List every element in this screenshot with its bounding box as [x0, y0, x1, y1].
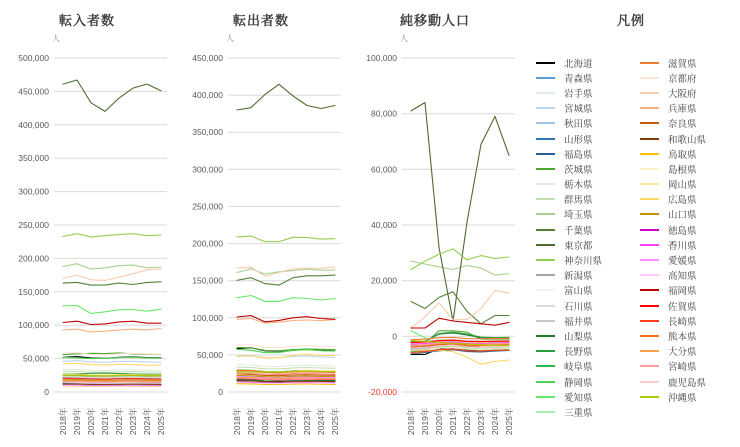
chart-title-net-migration: 純移動人口 [399, 13, 470, 28]
legend-label: 福岡県 [668, 286, 697, 298]
legend-item [536, 70, 640, 85]
series-line [63, 384, 161, 385]
x-tick-label: 2022年 [288, 407, 298, 435]
y-tick-label: 450,000 [192, 53, 223, 63]
x-tick-label: 2025年 [156, 407, 166, 435]
legend-swatch-line [640, 92, 659, 94]
legend-item [640, 344, 706, 359]
x-tick-label: 2025年 [330, 407, 340, 435]
legend-label: 鹿児島県 [668, 377, 707, 389]
legend-column-2 [640, 55, 706, 420]
legend-swatch-line [640, 259, 659, 261]
legend-swatch-line [536, 305, 555, 307]
x-tick-label: 2019年 [420, 407, 430, 435]
legend-item [640, 389, 706, 404]
legend-item [536, 389, 640, 404]
series-line [63, 369, 161, 370]
legend-item [640, 328, 706, 343]
legend-item [640, 237, 706, 252]
y-tick-label: 80,000 [371, 108, 397, 119]
legend-label: 愛媛県 [668, 256, 697, 268]
legend-label: 鳥取県 [668, 149, 697, 161]
legend-item [536, 404, 640, 419]
legend-label: 茨城県 [564, 164, 593, 176]
net-migration-line-chart [348, 46, 522, 446]
y-tick-label: 200,000 [192, 238, 223, 249]
x-tick-label: 2024年 [142, 407, 152, 435]
legend-label: 大分県 [668, 347, 697, 359]
y-tick-label: 400,000 [192, 90, 223, 101]
legend-label: 岐阜県 [564, 362, 593, 374]
legend-swatch-line [536, 153, 555, 155]
series-line [237, 236, 335, 242]
legend-swatch-line [536, 107, 555, 109]
legend-label: 埼玉県 [564, 210, 593, 222]
x-tick-label: 2021年 [100, 407, 110, 435]
series-line [237, 367, 335, 369]
series-line [237, 296, 335, 302]
series-line [63, 321, 161, 324]
legend-label: 宮崎県 [668, 362, 697, 374]
legend-item [640, 222, 706, 237]
legend-swatch-line [640, 153, 659, 155]
legend-item [536, 359, 640, 374]
legend-label: 富山県 [564, 286, 593, 298]
series-line [63, 361, 161, 363]
legend-item [536, 161, 640, 176]
legend-swatch-line [536, 62, 555, 64]
y-tick-label: 250,000 [18, 220, 49, 230]
y-tick-label: 150,000 [18, 286, 49, 297]
x-tick-label: 2021年 [448, 407, 458, 435]
y-axis-unit-label: 人 [52, 34, 60, 43]
legend-item [536, 192, 640, 207]
series-line [237, 275, 335, 285]
legend-label: 沖縄県 [668, 392, 697, 404]
legend-swatch-line [640, 168, 659, 170]
legend-swatch-line [640, 183, 659, 185]
legend-swatch-line [640, 320, 659, 322]
legend-label: 福島県 [564, 149, 593, 161]
x-tick-label: 2025年 [504, 407, 514, 435]
legend-item [536, 344, 640, 359]
x-tick-label: 2019年 [246, 407, 256, 435]
legend-swatch-line [640, 244, 659, 246]
legend-swatch-line [640, 335, 659, 337]
x-tick-label: 2022年 [114, 407, 124, 435]
legend-swatch-line [536, 198, 555, 200]
legend-item [640, 70, 706, 85]
legend-item [640, 207, 706, 222]
legend-item [640, 146, 706, 161]
chart-title-out-migrants: 転出者数 [232, 13, 289, 28]
series-line [63, 363, 161, 365]
legend-item [640, 298, 706, 313]
legend-label: 兵庫県 [668, 104, 697, 116]
legend-item [536, 237, 640, 252]
series-line [63, 377, 161, 378]
y-axis-unit-label: 人 [400, 34, 408, 43]
legend-label: 北海道 [564, 58, 593, 70]
legend-swatch-line [536, 244, 555, 246]
legend-item [536, 222, 640, 237]
out-migrants-line-chart [174, 46, 348, 446]
x-tick-label: 2022年 [462, 407, 472, 435]
y-tick-label: 350,000 [18, 153, 49, 164]
x-tick-label: 2024年 [490, 407, 500, 435]
y-tick-label: 20,000 [371, 275, 397, 286]
y-tick-label: 300,000 [18, 186, 49, 197]
x-tick-label: 2023年 [128, 407, 138, 435]
series-line [411, 292, 509, 324]
y-tick-label: 0 [218, 387, 223, 397]
x-tick-label: 2018年 [58, 407, 68, 435]
legend-label: 福井県 [564, 316, 593, 328]
legend-label: 和歌山県 [668, 134, 707, 146]
series-line [237, 269, 335, 274]
legend-label: 宮城県 [564, 104, 593, 116]
legend-item [536, 146, 640, 161]
y-tick-label: 0 [392, 331, 397, 342]
legend-label: 石川県 [564, 301, 593, 313]
legend-item [640, 192, 706, 207]
legend-swatch-line [536, 122, 555, 124]
x-tick-label: 2021年 [274, 407, 284, 435]
legend-swatch-line [640, 107, 659, 109]
legend-item [536, 313, 640, 328]
legend-swatch-line [536, 229, 555, 231]
y-tick-label: 60,000 [371, 164, 397, 175]
y-tick-label: 50,000 [23, 353, 49, 364]
series-line [63, 264, 161, 269]
series-line [63, 269, 161, 280]
legend-label: 山形県 [564, 134, 593, 146]
legend [522, 0, 740, 447]
legend-item [536, 85, 640, 100]
legend-label: 島根県 [668, 164, 697, 176]
y-tick-label: 250,000 [192, 201, 223, 212]
series-line [63, 306, 161, 314]
legend-swatch-line [640, 289, 659, 291]
legend-item [640, 161, 706, 176]
y-tick-label: -20,000 [368, 387, 397, 397]
legend-swatch-line [536, 138, 555, 140]
legend-item [640, 101, 706, 116]
legend-swatch-line [640, 138, 659, 140]
legend-item [640, 85, 706, 100]
legend-swatch-line [640, 381, 659, 383]
series-line [63, 234, 161, 237]
legend-label: 高知県 [668, 271, 697, 283]
y-tick-label: 50,000 [197, 349, 223, 360]
chart-in-migrants-panel [0, 0, 174, 447]
y-tick-label: 40,000 [371, 220, 397, 230]
legend-swatch-line [640, 350, 659, 352]
legend-label: 青森県 [564, 73, 593, 85]
legend-label: 群馬県 [564, 195, 593, 207]
legend-label: 栃木県 [564, 180, 593, 192]
legend-swatch-line [536, 77, 555, 79]
legend-title: 凡例 [616, 13, 645, 28]
series-line [63, 329, 161, 332]
legend-label: 京都府 [668, 73, 697, 85]
series-line [63, 282, 161, 285]
legend-item [536, 252, 640, 267]
series-line [63, 80, 161, 111]
legend-item [536, 55, 640, 70]
legend-swatch-line [640, 213, 659, 215]
chart-out-migrants-panel [174, 0, 348, 447]
legend-item [640, 116, 706, 131]
legend-label: 千葉県 [564, 225, 593, 237]
legend-swatch-line [640, 365, 659, 367]
legend-label: 奈良県 [668, 119, 697, 131]
legend-swatch-line [536, 381, 555, 383]
x-tick-label: 2023年 [476, 407, 486, 435]
legend-label: 三重県 [564, 407, 593, 419]
chart-title-in-migrants: 転入者数 [58, 13, 115, 28]
legend-label: 大阪府 [668, 88, 697, 100]
x-tick-label: 2018年 [406, 407, 416, 435]
legend-swatch-line [536, 289, 555, 291]
legend-item [536, 177, 640, 192]
legend-swatch-line [640, 198, 659, 200]
legend-swatch-line [640, 305, 659, 307]
legend-item [536, 268, 640, 283]
x-tick-label: 2020年 [86, 407, 96, 435]
legend-item [640, 252, 706, 267]
legend-swatch-line [536, 183, 555, 185]
legend-label: 佐賀県 [668, 301, 697, 313]
legend-label: 神奈川県 [564, 256, 603, 268]
legend-label: 香川県 [668, 240, 697, 252]
series-line [411, 103, 509, 322]
legend-item [640, 268, 706, 283]
legend-item [640, 55, 706, 70]
legend-item [640, 313, 706, 328]
x-tick-label: 2023年 [302, 407, 312, 435]
y-tick-label: 0 [44, 387, 49, 397]
legend-label: 滋賀県 [668, 58, 697, 70]
legend-item [640, 177, 706, 192]
in-migrants-line-chart [0, 46, 174, 446]
series-line [63, 382, 161, 383]
series-line [63, 371, 161, 372]
legend-label: 岡山県 [668, 180, 697, 192]
series-line [411, 249, 509, 270]
y-tick-label: 200,000 [18, 253, 49, 264]
series-line [411, 290, 509, 328]
legend-label: 秋田県 [564, 119, 593, 131]
legend-label: 広島県 [668, 195, 697, 207]
chart-net-migration-panel [348, 0, 522, 447]
legend-item [536, 131, 640, 146]
y-tick-label: 350,000 [192, 127, 223, 138]
x-tick-label: 2020年 [434, 407, 444, 435]
legend-swatch-line [640, 77, 659, 79]
legend-swatch-line [536, 259, 555, 261]
legend-swatch-line [536, 411, 555, 413]
legend-item [536, 328, 640, 343]
legend-label: 山口県 [668, 210, 697, 222]
legend-item [640, 359, 706, 374]
legend-label: 愛知県 [564, 392, 593, 404]
legend-column-1 [536, 55, 640, 420]
legend-swatch-line [640, 122, 659, 124]
y-tick-label: 100,000 [192, 312, 223, 323]
legend-item [536, 283, 640, 298]
legend-label: 東京都 [564, 240, 593, 252]
legend-item [536, 298, 640, 313]
y-tick-label: 400,000 [18, 119, 49, 130]
y-tick-label: 500,000 [18, 53, 49, 63]
series-line [237, 84, 335, 110]
legend-label: 静岡県 [564, 377, 593, 389]
legend-item [536, 207, 640, 222]
x-tick-label: 2018年 [232, 407, 242, 435]
series-line [237, 345, 335, 348]
y-tick-label: 100,000 [366, 53, 397, 63]
legend-label: 山梨県 [564, 331, 593, 343]
legend-swatch-line [640, 396, 659, 398]
y-tick-label: 450,000 [18, 86, 49, 97]
legend-swatch-line [536, 335, 555, 337]
series-line [63, 357, 161, 358]
legend-label: 長崎県 [668, 316, 697, 328]
legend-swatch-line [536, 396, 555, 398]
legend-swatch-line [536, 365, 555, 367]
y-tick-label: 100,000 [18, 320, 49, 331]
series-line [237, 365, 335, 367]
legend-item [640, 374, 706, 389]
legend-swatch-line [536, 350, 555, 352]
legend-swatch-line [536, 320, 555, 322]
legend-swatch-line [536, 92, 555, 94]
legend-item [536, 101, 640, 116]
legend-swatch-line [640, 62, 659, 64]
x-tick-label: 2024年 [316, 407, 326, 435]
legend-label: 徳島県 [668, 225, 697, 237]
legend-swatch-line [640, 274, 659, 276]
x-tick-label: 2020年 [260, 407, 270, 435]
legend-label: 岩手県 [564, 88, 593, 100]
legend-label: 長野県 [564, 347, 593, 359]
y-tick-label: 150,000 [192, 275, 223, 286]
y-axis-unit-label: 人 [226, 34, 234, 43]
legend-columns [536, 55, 736, 420]
y-tick-label: 300,000 [192, 164, 223, 175]
legend-item [640, 131, 706, 146]
legend-item [640, 283, 706, 298]
legend-swatch-line [536, 274, 555, 276]
legend-swatch-line [640, 229, 659, 231]
legend-item [536, 116, 640, 131]
x-tick-label: 2019年 [72, 407, 82, 435]
legend-swatch-line [536, 213, 555, 215]
legend-item [536, 374, 640, 389]
legend-label: 熊本県 [668, 331, 697, 343]
legend-label: 新潟県 [564, 271, 593, 283]
legend-swatch-line [536, 168, 555, 170]
